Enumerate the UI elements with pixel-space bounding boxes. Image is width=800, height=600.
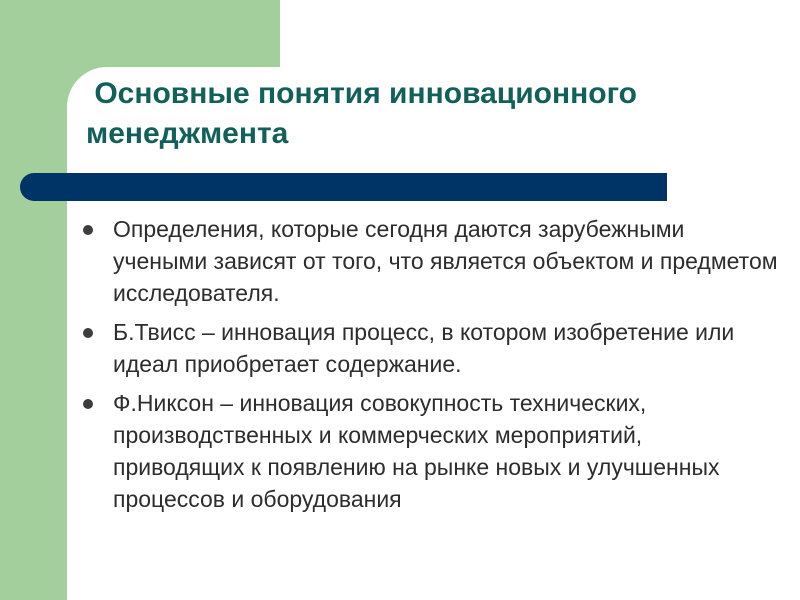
bullet-dot-icon [83, 225, 93, 235]
bullet-text: Определения, которые сегодня даются зарубежными учеными зависят от того, что является объектом и предметом исследователя. [113, 216, 778, 306]
title-divider-bar [20, 173, 667, 201]
bullet-item-definitions [80, 213, 780, 309]
bullet-item-twiss [80, 316, 780, 380]
bullet-text: Ф.Никсон – инновация совокупность технических, производственных и коммерческих мероприятий, приводящих к появлению на рынке новых и улучшенных процессов и оборудования [113, 390, 720, 512]
bullet-item-nixon [80, 387, 780, 515]
bullet-dot-icon [83, 328, 93, 338]
bullet-text: Б.Твисс – инновация процесс, в котором изобретение или идеал приобретает содержание. [113, 319, 735, 377]
bullet-list [80, 213, 780, 522]
bullet-dot-icon [83, 399, 93, 409]
slide-title: Основные понятия инновационного менеджмента [86, 77, 646, 150]
decorative-green-strip [0, 0, 67, 600]
